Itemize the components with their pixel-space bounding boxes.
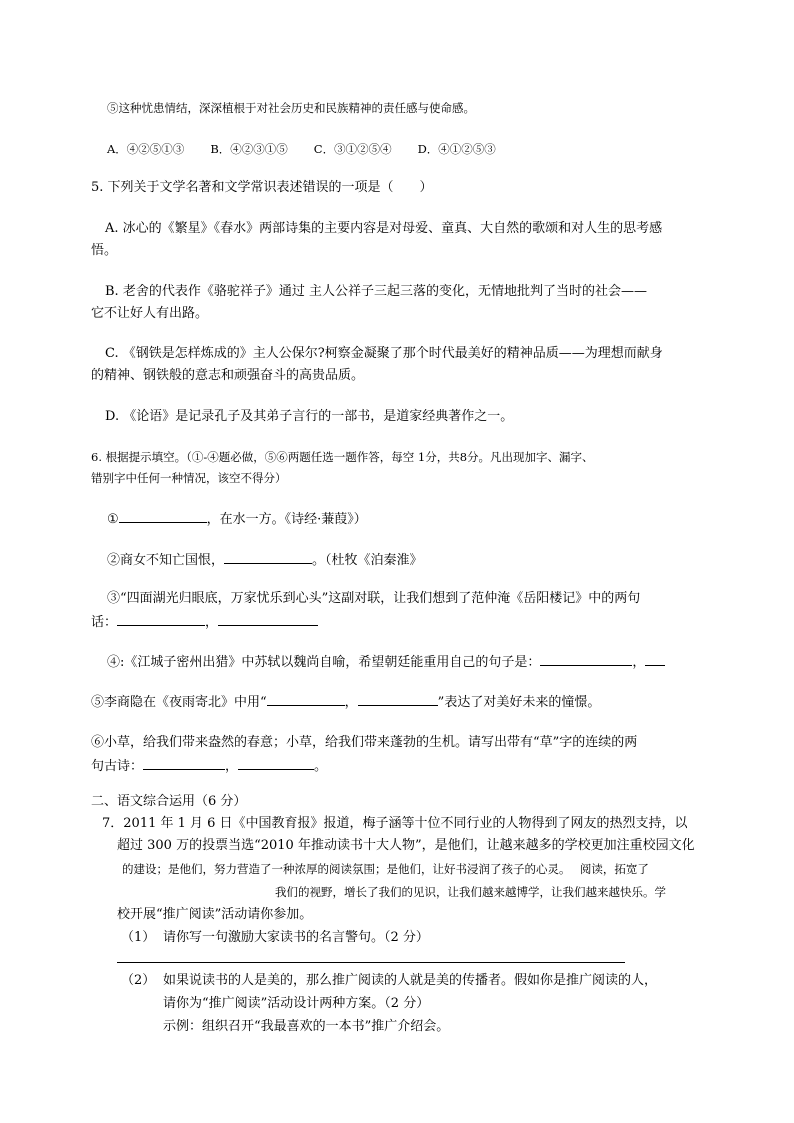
q4-option-b: B．④②③①⑤ <box>210 142 288 156</box>
q6-item-6-suffix: 。 <box>314 759 328 774</box>
q5-option-c-line1: C. 《钢铁是怎样炼成的》主人公保尔?柯察金凝聚了那个时代最美好的精神品质——为理想而献身 <box>105 346 663 361</box>
q7-sub1-number: （1） <box>121 930 156 945</box>
q4-option-d: D．④①②⑤③ <box>417 142 496 156</box>
section-2-heading: 二、语文综合运用（6 分） <box>91 794 247 809</box>
q7-sub2-example: 示例：组织召开“我最喜欢的一本书”推广介绍会。 <box>163 1019 450 1034</box>
q6-item-5-blank-1[interactable] <box>267 693 345 706</box>
q6-item-1-number: ① <box>107 512 119 527</box>
q7-line5: 校开展“推广阅读”活动请你参加。 <box>117 907 313 922</box>
q6-item-5-blank-2[interactable] <box>358 693 438 706</box>
q6-item-3-separator: ， <box>205 615 219 630</box>
q6-item-5-separator: ， <box>344 695 358 710</box>
q6-item-3-line1: ③“四面湖光归眼底，万家忧乐到心头”这副对联，让我们想到了范仲淹《岳阳楼记》中的两句 <box>107 591 641 606</box>
q5-option-c-line2: 的精神、钢铁般的意志和顽强奋斗的高贵品质。 <box>91 368 365 383</box>
q6-item-3-line2 <box>91 613 318 631</box>
q6-item-4-blank-1[interactable] <box>540 653 632 666</box>
q6-item-5 <box>91 693 600 711</box>
q5-option-a-line2: 悟。 <box>91 243 118 258</box>
q5-option-d: D. 《论语》是记录孔子及其弟子言行的一部书，是道家经典著作之一。 <box>105 409 514 424</box>
q6-item-4-separator: ， <box>632 655 646 670</box>
q6-item-4 <box>107 653 665 671</box>
q6-item-2-prefix: ②商女不知亡国恨， <box>107 553 225 568</box>
q6-item-4-blank-2[interactable] <box>645 653 665 666</box>
q6-item-5-suffix: ”表达了对美好未来的憧憬。 <box>437 695 601 710</box>
q6-stem-line2: 错别字中任何一种情况，该空不得分） <box>91 471 287 485</box>
q6-item-1-text: ，在水一方。《诗经·蒹葭》） <box>206 512 367 527</box>
q6-item-3-prefix: 话： <box>91 615 118 630</box>
q6-item-5-prefix: ⑤李商隐在《夜雨寄北》中用“ <box>91 695 267 710</box>
q4-option-a: A．④②⑤①③ <box>107 142 185 156</box>
q5-option-a-line1: A. 冰心的《繁星》《春水》两部诗集的主要内容是对母爱、童真、大自然的歌颂和对人生的思考感 <box>105 221 663 236</box>
q6-item-2-source: 。（杜牧《泊秦淮》 <box>312 553 423 568</box>
q6-item-6-prefix: 句古诗： <box>91 759 144 774</box>
q7-sub2-number: （2） <box>121 973 156 988</box>
q4-item-5: ⑤这种忧患情结，深深植根于对社会历史和民族精神的责任感与使命感。 <box>107 101 475 115</box>
q5-option-b-line1: B. 老舍的代表作《骆驼祥子》通过 主人公祥子三起三落的变化，无情地批判了当时的社会—— <box>105 284 647 299</box>
q7-line3: 的建设；是他们，努力营造了一种浓厚的阅读氛围；是他们，让好书浸润了孩子的心灵。 阅读，拓宽了 <box>122 862 649 876</box>
q7-sub1-text: 请你写一句激励大家读书的名言警句。（2 分） <box>163 930 429 945</box>
q5-option-b-line2: 它不让好人有出路。 <box>91 306 209 321</box>
q6-item-6-blank-1[interactable] <box>143 757 225 770</box>
q4-option-c: C．③①②⑤④ <box>313 142 392 156</box>
q6-item-4-prefix: ④:《江城子密州出猎》中苏轼以魏尚自喻，希望朝廷能重用自己的句子是： <box>107 655 541 670</box>
q6-item-2 <box>107 551 423 569</box>
q7-line2: 超过 300 万的投票当选“2010 年推动读书十大人物”，是他们，让越来越多的学校更加注重校园文化 <box>117 838 695 853</box>
q7-sub2-line1: 如果说读书的人是美的，那么推广阅读的人就是美的传播者。假如你是推广阅读的人， <box>163 973 658 988</box>
q4-options <box>107 141 522 157</box>
q6-item-6-blank-2[interactable] <box>238 757 314 770</box>
q6-item-6-separator: ， <box>225 759 239 774</box>
q6-item-2-blank[interactable] <box>224 551 312 564</box>
q7-sub2-line2: 请你为“推广阅读”活动设计两种方案。（2 分） <box>163 996 430 1011</box>
q6-item-1-blank[interactable] <box>119 510 207 523</box>
q6-item-6-line1: ⑥小草，给我们带来盎然的春意；小草，给我们带来蓬勃的生机。请写出带有“草”字的连续的两 <box>91 735 638 750</box>
q7-sub1-answer-line[interactable] <box>117 962 625 963</box>
q7-line1: 7．2011 年 1 月 6 日《中国教育报》报道，梅子涵等十位不同行业的人物得到了网友的热烈支持，以 <box>102 816 688 831</box>
q6-stem-line1: 6. 根据提示填空。（①-④题必做，⑤⑥两题任选一题作答，每空 1分，共8分。凡出现加字、漏字、 <box>91 450 594 464</box>
q6-item-3-blank-1[interactable] <box>117 613 205 626</box>
q5-stem: 5. 下列关于文学名著和文学常识表述错误的一项是（ ） <box>91 180 433 195</box>
q6-item-6-line2 <box>91 757 327 775</box>
q7-line4: 我们的视野，增长了我们的见识，让我们越来越博学，让我们越来越快乐。学 <box>275 885 666 899</box>
q6-item-3-blank-2[interactable] <box>218 613 318 626</box>
q6-item-1 <box>107 510 367 528</box>
